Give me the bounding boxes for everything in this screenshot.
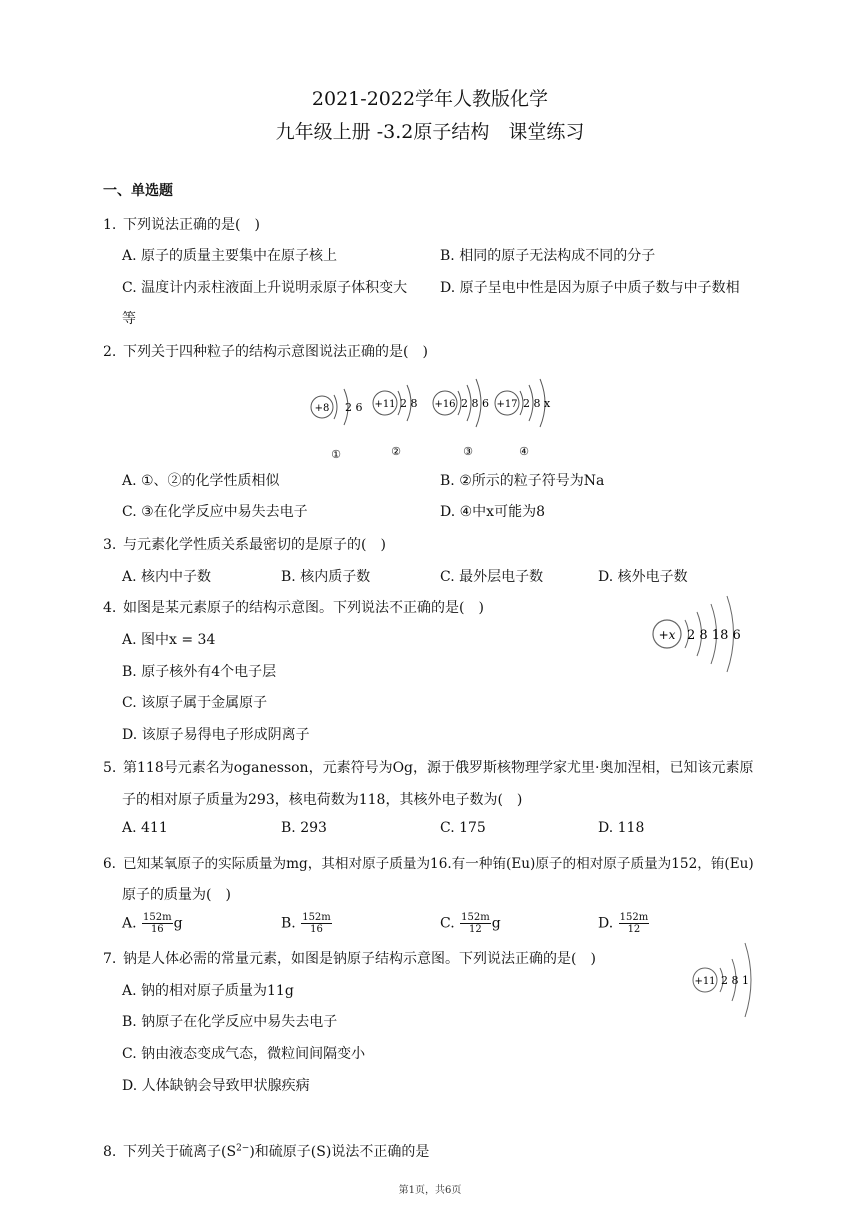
question-number: 7. <box>103 951 117 967</box>
question-7 <box>103 948 596 968</box>
q7-atom-diagram <box>685 935 765 1025</box>
nucleus-label: +11 <box>694 976 716 987</box>
shell-electrons: 2 8 18 6 <box>687 628 741 643</box>
fraction: $\frac{152m}{12}$ <box>461 912 490 935</box>
fraction: $\frac{152m}{16}$ <box>143 912 172 935</box>
fraction: $\frac{152m}{16}$ <box>302 912 331 935</box>
nucleus-label: +16 <box>434 399 456 410</box>
atom-diagram-1 <box>311 389 363 461</box>
question-number: 2. <box>103 344 117 360</box>
atom-diagram-3 <box>433 379 489 458</box>
question-stem: 下列关于四种粒子的结构示意图说法正确的是( ) <box>123 344 428 360</box>
q7-option-a: A. 钠的相对原子质量为11g <box>122 983 294 999</box>
question-stem: 如图是某元素原子的结构示意图。下列说法不正确的是( ) <box>123 600 484 616</box>
title-line-1: 2021-2022学年人教版化学 <box>311 88 549 110</box>
question-number: 4. <box>103 600 117 616</box>
question-stem: 第118号元素名为oganesson，元素符号为Og，源于俄罗斯核物理学家尤里·奥加涅相，已知该元素原 <box>123 760 754 776</box>
q2-atom-diagrams <box>300 365 580 465</box>
question-stem-post: )和硫原子(S)说法不正确的是 <box>249 1144 430 1160</box>
q1-option-d: D. 原子呈电中性是因为原子中质子数与中子数相 <box>440 280 740 296</box>
question-6-stem-cont: 原子的质量为( ) <box>122 887 231 903</box>
q7-option-c: C. 钠由液态变成气态，微粒间间隔变小 <box>122 1046 366 1062</box>
question-stem: 与元素化学性质关系最密切的是原子的( ) <box>123 537 386 553</box>
diagram-label: ③ <box>463 445 473 458</box>
atom-diagram-4 <box>495 379 551 458</box>
q3-option-d: D. 核外电子数 <box>598 569 688 585</box>
nucleus-label: +8 <box>314 403 330 414</box>
question-stem-pre: 下列关于硫离子(S <box>123 1144 237 1160</box>
question-number: 3. <box>103 537 117 553</box>
question-4 <box>103 597 484 617</box>
q2-option-c: C. ③在化学反应中易失去电子 <box>122 504 308 520</box>
nucleus-label: +11 <box>374 399 396 410</box>
q3-option-b: B. 核内质子数 <box>281 569 371 585</box>
question-number: 1. <box>103 217 117 233</box>
q1-option-c: C. 温度计内汞柱液面上升说明汞原子体积变大 <box>122 280 408 296</box>
q1-option-a: A. 原子的质量主要集中在原子核上 <box>122 248 338 264</box>
q4-option-d: D. 该原子易得电子形成阴离子 <box>122 727 310 743</box>
section-heading: 一、单选题 <box>103 183 173 199</box>
atom-diagram-2 <box>373 385 418 458</box>
fraction: $\frac{152m}{12}$ <box>619 912 649 935</box>
question-5 <box>103 757 753 777</box>
question-stem: 已知某氧原子的实际质量为mg，其相对原子质量为16.有一种铕(Eu)原子的相对原子质量为152，铕(Eu) <box>123 856 754 872</box>
superscript: 2− <box>236 1143 250 1154</box>
question-1 <box>103 214 260 234</box>
q5-option-d: D. 118 <box>598 820 645 836</box>
question-number: 6. <box>103 856 116 872</box>
q4-atom-diagram <box>645 590 755 680</box>
q3-option-a: A. 核内中子数 <box>122 569 212 585</box>
nucleus-label: +x <box>658 628 676 642</box>
q1-option-b: B. 相同的原子无法构成不同的分子 <box>440 248 656 264</box>
page-footer: 第1页，共6页 <box>398 1185 462 1196</box>
q1-option-d-wrap: 等 <box>122 311 136 327</box>
shell-electrons: 2 8 6 <box>461 397 489 410</box>
q5-option-a: A. 411 <box>122 820 168 836</box>
question-number: 5. <box>103 760 117 776</box>
q3-option-c: C. 最外层电子数 <box>440 569 544 585</box>
shell-electrons: 2 6 <box>345 401 363 414</box>
question-6 <box>103 852 754 872</box>
diagram-label: ② <box>391 445 401 458</box>
q4-option-b: B. 原子核外有4个电子层 <box>122 664 277 680</box>
question-3 <box>103 534 386 554</box>
q2-option-d: D. ④中x可能为8 <box>440 504 545 520</box>
q6-option-d: D. $\frac{152m}{12}$ <box>598 912 649 935</box>
q7-option-d: D. 人体缺钠会导致甲状腺疾病 <box>122 1078 310 1094</box>
q2-option-b: B. ②所示的粒子符号为Na <box>440 473 605 489</box>
q6-option-a: A. $\frac{152m}{16}$ g <box>122 912 183 935</box>
question-5-stem-cont: 子的相对原子质量为293，核电荷数为118，其核外电子数为( ) <box>122 792 523 808</box>
question-2 <box>103 341 428 361</box>
diagram-label: ① <box>331 448 341 461</box>
diagram-label: ④ <box>519 445 529 458</box>
nucleus-label: +17 <box>496 399 518 410</box>
shell-electrons: 2 8 1 <box>721 974 749 987</box>
q7-option-b: B. 钠原子在化学反应中易失去电子 <box>122 1014 338 1030</box>
q4-option-c: C. 该原子属于金属原子 <box>122 695 268 711</box>
question-8 <box>103 1141 429 1161</box>
q4-option-a: A. 图中x = 34 <box>122 632 216 648</box>
q5-option-c: C. 175 <box>440 820 486 836</box>
question-number: 8. <box>103 1144 117 1160</box>
question-stem: 钠是人体必需的常量元素，如图是钠原子结构示意图。下列说法正确的是( ) <box>123 951 596 967</box>
q6-option-c: C. $\frac{152m}{12}$ g <box>440 912 501 935</box>
q5-option-b: B. 293 <box>281 820 327 836</box>
q6-option-b: B. $\frac{152m}{16}$ <box>281 912 331 935</box>
shell-electrons: 2 8 x <box>523 397 551 410</box>
q2-option-a: A. ①、②的化学性质相似 <box>122 473 280 489</box>
shell-electrons: 2 8 <box>400 397 418 410</box>
title-line-2: 九年级上册 -3.2原子结构 课堂练习 <box>275 121 585 143</box>
question-stem: 下列说法正确的是( ) <box>123 217 260 233</box>
